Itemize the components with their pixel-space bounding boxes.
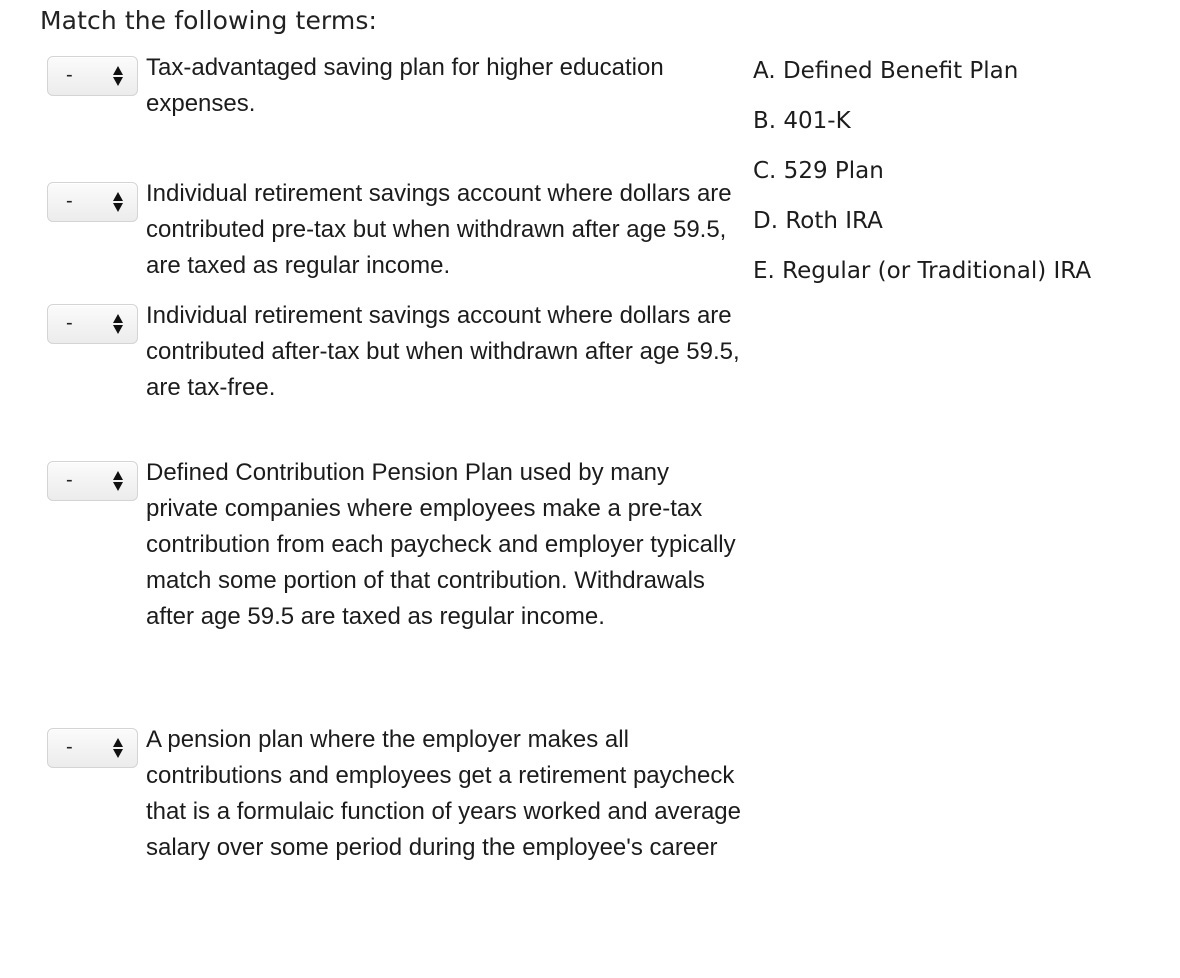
answer-select[interactable] xyxy=(47,304,138,344)
answer-select[interactable] xyxy=(47,461,138,501)
select-value: - xyxy=(66,469,73,491)
select-value: - xyxy=(66,312,73,334)
select-value: - xyxy=(66,736,73,758)
answer-choices-list xyxy=(753,53,1091,303)
choice-d: D. Roth IRA xyxy=(753,208,883,234)
term-description: A pension plan where the employer makes all contributions and employees get a retirement paycheck that is a formulaic function of years worked and average salary over some period during the employee's career xyxy=(146,726,741,861)
up-down-arrows-icon xyxy=(113,313,123,335)
choice-c: C. 529 Plan xyxy=(753,158,884,184)
choice-b: B. 401-K xyxy=(753,108,851,134)
instruction-text: Match the following terms: xyxy=(40,6,377,35)
up-down-arrows-icon xyxy=(113,191,123,213)
term-description: Defined Contribution Pension Plan used by many private companies where employees make a pre-tax contribution from each paycheck and employer typically match some portion of that contribution. Withdrawals after age 59.5 are taxed as regular income. xyxy=(146,459,736,630)
term-description: Individual retirement savings account where dollars are contributed after-tax but when withdrawn after age 59.5, are tax-free. xyxy=(146,302,740,401)
term-description: Individual retirement savings account where dollars are contributed pre-tax but when withdrawn after age 59.5, are taxed as regular income. xyxy=(146,180,732,279)
choice-e: E. Regular (or Traditional) IRA xyxy=(753,258,1092,284)
answer-select[interactable] xyxy=(47,56,138,96)
answer-select[interactable] xyxy=(47,182,138,222)
select-value: - xyxy=(66,64,73,86)
term-description: Tax-advantaged saving plan for higher education expenses. xyxy=(146,54,664,117)
up-down-arrows-icon xyxy=(113,737,123,759)
up-down-arrows-icon xyxy=(113,65,123,87)
answer-select[interactable] xyxy=(47,728,138,768)
choice-a: A. Defined Benefit Plan xyxy=(753,58,1019,84)
select-value: - xyxy=(66,190,73,212)
up-down-arrows-icon xyxy=(113,470,123,492)
